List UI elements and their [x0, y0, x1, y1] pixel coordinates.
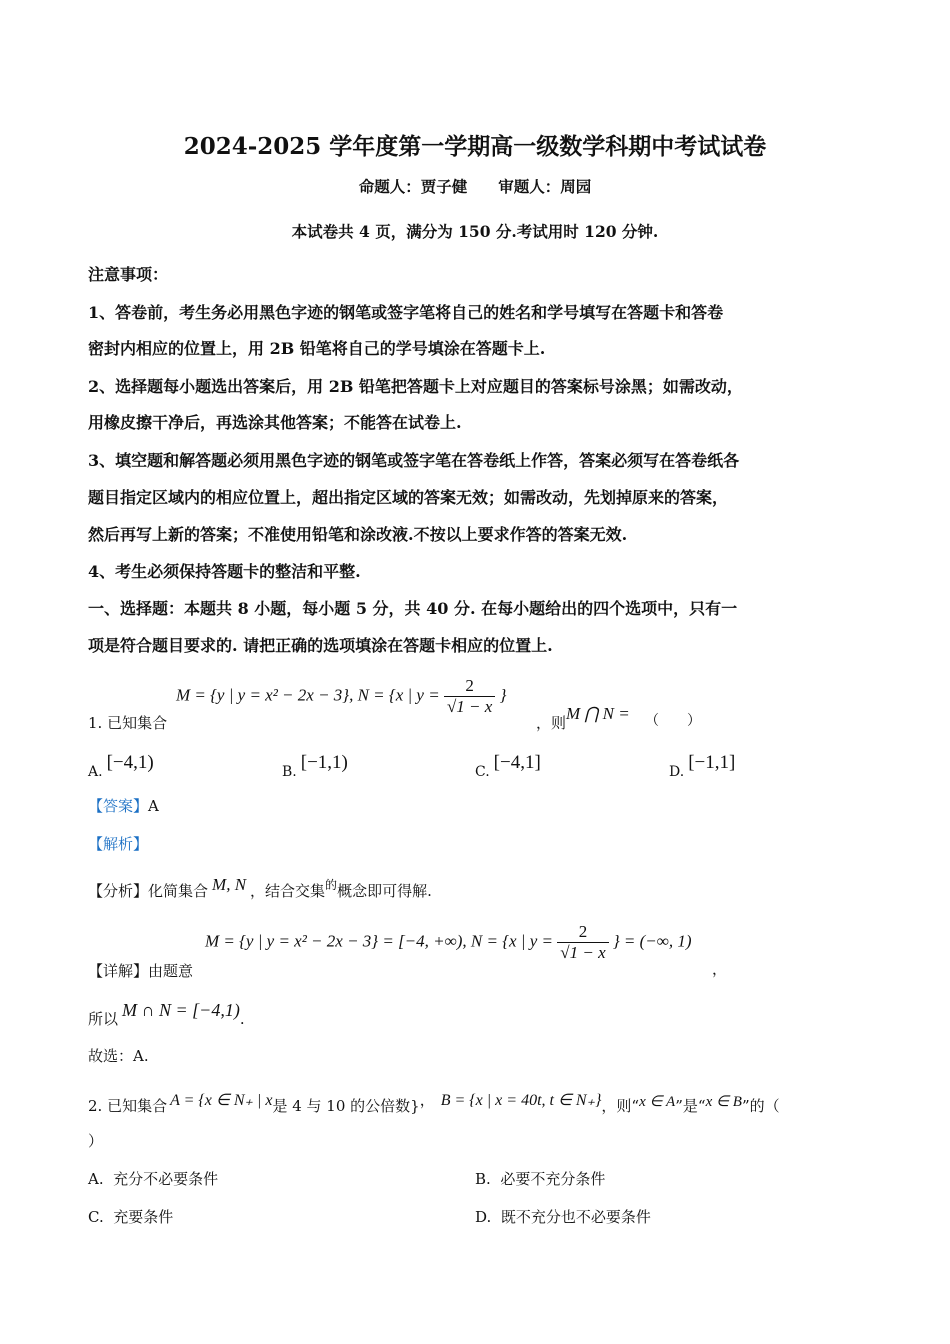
option-label: C. — [88, 1208, 104, 1226]
note-line: 3、填空题和解答题必须用黑色字迹的钢笔或签字笔在答卷纸上作答，答案必须写在答卷纸各 — [88, 451, 740, 470]
q1-detail-formula — [205, 922, 692, 963]
section-heading: 一、选择题：本题共 8 小题，每小题 5 分，共 40 分. 在每小题给出的四个选项中，只有一 — [88, 599, 738, 618]
so-math: M ∩ N = [−4,1) — [122, 1000, 240, 1020]
option-label: C. — [475, 764, 490, 780]
q1-paren: （ ） — [645, 713, 701, 729]
q2-set-b: B = {x | x = 40t, t ∈ N₊} — [440, 1092, 602, 1109]
fenxi-text3: 概念即可得解. — [337, 882, 432, 900]
q1-fraction — [444, 676, 495, 717]
q1-option-a[interactable] — [88, 752, 154, 782]
option-text: 既不充分也不必要条件 — [500, 1208, 651, 1226]
q2-stem — [88, 1091, 780, 1116]
detail-math-b: } = (−∞, 1) — [612, 931, 692, 951]
note-line: 用橡皮擦干净后，再选涂其他答案；不能答在试卷上. — [88, 413, 462, 432]
q1-option-b[interactable] — [282, 752, 348, 782]
q2-tail1: ，则“ — [601, 1097, 640, 1115]
q2-tail2: ”是“ — [675, 1097, 706, 1115]
answer-tag: 【答案】 — [88, 797, 149, 815]
q2-comma: ， — [419, 1091, 435, 1109]
fenxi-text: 化简集合 — [148, 882, 209, 900]
fenxi-text2: ，结合交集 — [250, 882, 326, 900]
option-label: A. — [88, 764, 103, 780]
fenxi-de: 的 — [325, 878, 338, 892]
exam-summary: 本试卷共 4 页，满分为 150 分.考试用时 120 分钟. — [291, 222, 659, 241]
q1-set-formula — [176, 676, 506, 717]
q1-analysis-tag: 【解析】 — [88, 835, 149, 853]
option-text: 充要条件 — [113, 1208, 174, 1226]
detail-frac-num: 2 — [557, 922, 608, 943]
detail-text: 由题意 — [148, 962, 194, 980]
option-label: B. — [282, 764, 297, 780]
note-line: 密封内相应的位置上，用 2B 铅笔将自己的学号填涂在答题卡上. — [88, 339, 546, 358]
fenxi-tag: 【分析】 — [88, 882, 149, 900]
q1-set-m: M = {y | y = x² − 2x − 3}, N = {x | y = — [176, 685, 440, 705]
q2-option-b[interactable] — [475, 1168, 605, 1189]
detail-math-a: M = {y | y = x² − 2x − 3} = [−4, +∞), N = {x | y = — [205, 931, 554, 951]
option-label: D. — [669, 764, 685, 780]
option-label: A. — [88, 1170, 104, 1188]
q1-option-c[interactable] — [475, 752, 541, 782]
q2-xa: x ∈ A — [639, 1094, 676, 1110]
option-label: D. — [475, 1208, 492, 1226]
option-label: B. — [475, 1170, 491, 1188]
q2-prefix: 2. 已知集合 — [88, 1097, 168, 1115]
note-line: 然后再写上新的答案；不准使用铅笔和涂改液.不按以上要求作答的答案无效. — [88, 525, 628, 544]
fenxi-math: M, N — [212, 875, 247, 894]
q1-fenxi — [88, 875, 432, 901]
q1-detail-tag — [88, 960, 193, 981]
q1-then: ，则 — [536, 714, 567, 732]
note-line: 1、答卷前，考生务必用黑色字迹的钢笔或签字笔将自己的姓名和学号填写在答题卡和答卷 — [88, 303, 724, 322]
q1-prefix: 1. 已知集合 — [88, 714, 168, 732]
q1-set-close: } — [499, 685, 507, 705]
q1-intersect: M ⋂ N = — [566, 704, 630, 723]
q2-set-a-text: 是 4 与 10 的公倍数} — [272, 1097, 420, 1115]
q1-option-d[interactable] — [669, 752, 736, 782]
q2-tail3: ”的（ — [741, 1097, 780, 1115]
so-text: 所以 — [88, 1010, 119, 1028]
answer-value: A — [148, 797, 159, 815]
q2-xb: x ∈ B — [705, 1094, 742, 1110]
authors-line: 命题人：贾子健 审题人：周园 — [358, 177, 592, 196]
q1-choose: 故选：A. — [88, 1047, 149, 1065]
q2-option-a[interactable] — [88, 1168, 218, 1189]
q1-so — [88, 1000, 245, 1029]
q1-answer — [88, 795, 159, 816]
detail-fraction — [557, 922, 608, 963]
section-heading-cont: 项是符合题目要求的. 请把正确的选项填涂在答题卡相应的位置上. — [88, 636, 553, 655]
detail-tag: 【详解】 — [88, 962, 149, 980]
note-line: 4、考生必须保持答题卡的整洁和平整. — [88, 562, 361, 581]
q2-close-paren: ） — [88, 1132, 104, 1150]
option-text: 必要不充分条件 — [500, 1170, 606, 1188]
page-title: 2024-2025 学年度第一学期高一级数学科期中考试试卷 — [183, 133, 767, 160]
q1-frac-den: √1 − x — [446, 697, 493, 716]
q2-option-c[interactable] — [88, 1206, 173, 1227]
option-text: 充分不必要条件 — [113, 1170, 219, 1188]
option-value: [−4,1) — [106, 752, 154, 773]
note-line: 2、选择题每小题选出答案后，用 2B 铅笔把答题卡上对应题目的答案标号涂黑；如需改动， — [88, 377, 743, 396]
q1-frac-num: 2 — [444, 676, 495, 697]
detail-frac-den: √1 − x — [560, 943, 606, 962]
q2-option-d[interactable] — [475, 1206, 651, 1227]
note-line: 题目指定区域内的相应位置上，超出指定区域的答案无效；如需改动，先划掉原来的答案， — [88, 488, 729, 507]
option-value: [−1,1] — [688, 752, 736, 773]
detail-comma: ， — [712, 960, 728, 978]
notes-heading: 注意事项： — [88, 265, 169, 284]
option-value: [−1,1) — [300, 752, 348, 773]
option-value: [−4,1] — [493, 752, 541, 773]
so-dot: . — [239, 1010, 245, 1028]
q2-set-a: A = {x ∈ N₊ | x — [170, 1092, 273, 1109]
